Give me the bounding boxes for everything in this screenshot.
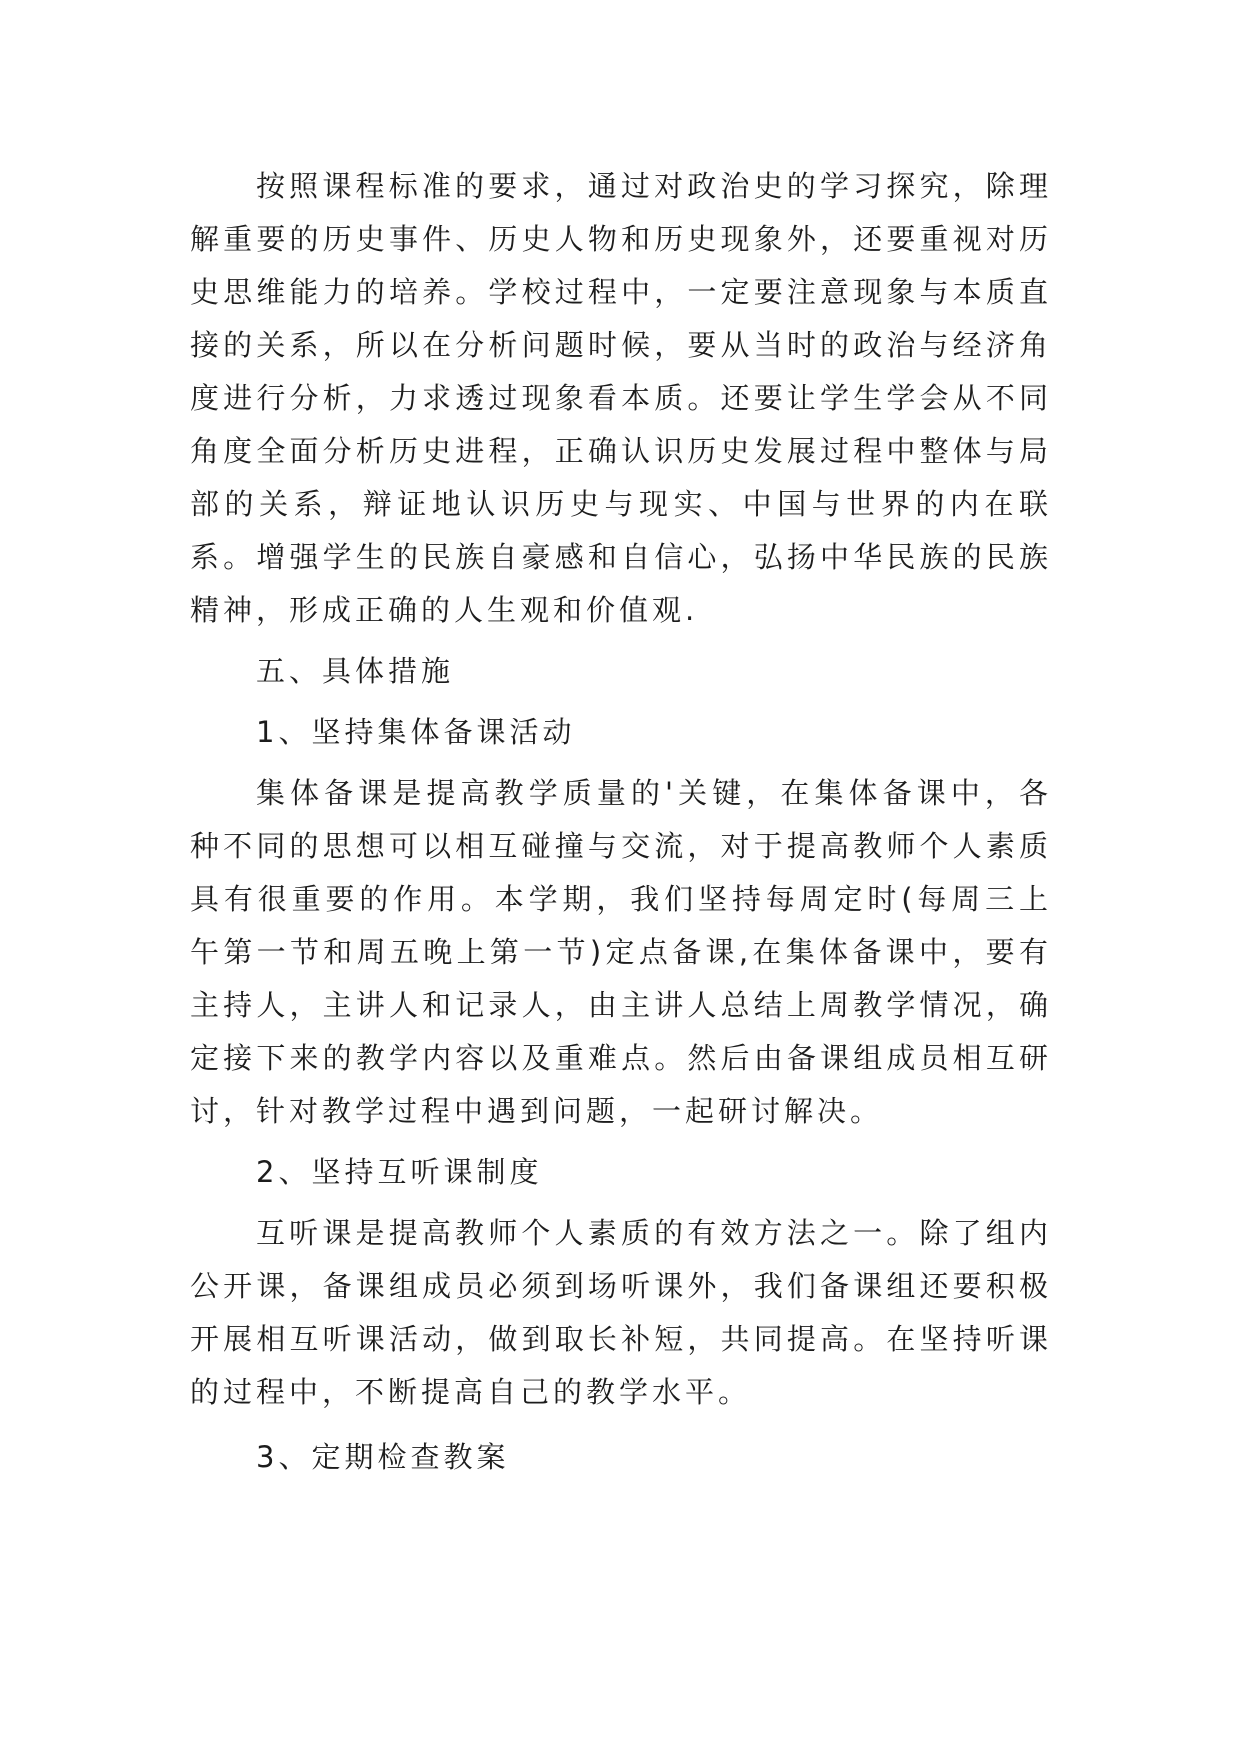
paragraph-political-history-goals: 按照课程标准的要求，通过对政治史的学习探究，除理解重要的历史事件、历史人物和历史现象外，还要重视对历史思维能力的培养。学校过程中，一定要注意现象与本质直接的关系，所以在分析问题时候，要从当时的政治与经济角度进行分析，力求透过现象看本质。还要让学生学会从不同角度全面分析历史进程，正确认识历史发展过程中整体与局部的关系，辩证地认识历史与现实、中国与世界的内在联系。增强学生的民族自豪感和自信心，弘扬中华民族的民族精神，形成正确的人生观和价值观. [190, 169, 1052, 627]
paragraph-collective-lesson-prep: 集体备课是提高教学质量的'关键，在集体备课中，各种不同的思想可以相互碰撞与交流，对于提高教师个人素质具有很重要的作用。本学期，我们坚持每周定时(每周三上午第一节和周五晚上第一节)定点备课,在集体备课中，要有主持人，主讲人和记录人，由主讲人总结上周教学情况，确定接下来的教学内容以及重难点。然后由备课组成员相互研讨，针对教学过程中遇到问题，一起研讨解决。 [190, 776, 1052, 1128]
subheading-collective-lesson-prep: 1、坚持集体备课活动 [256, 715, 576, 749]
document-body [190, 160, 1052, 1484]
subheading-lesson-plan-checks: 3、定期检查教案 [256, 1440, 510, 1474]
paragraph-mutual-lesson-observation: 互听课是提高教师个人素质的有效方法之一。除了组内公开课，备课组成员必须到场听课外，我们备课组还要积极开展相互听课活动，做到取长补短，共同提高。在坚持听课的过程中，不断提高自己的教学水平。 [190, 1216, 1052, 1409]
section-heading-specific-measures: 五、具体措施 [256, 654, 455, 688]
subheading-mutual-lesson-observation: 2、坚持互听课制度 [256, 1155, 543, 1189]
